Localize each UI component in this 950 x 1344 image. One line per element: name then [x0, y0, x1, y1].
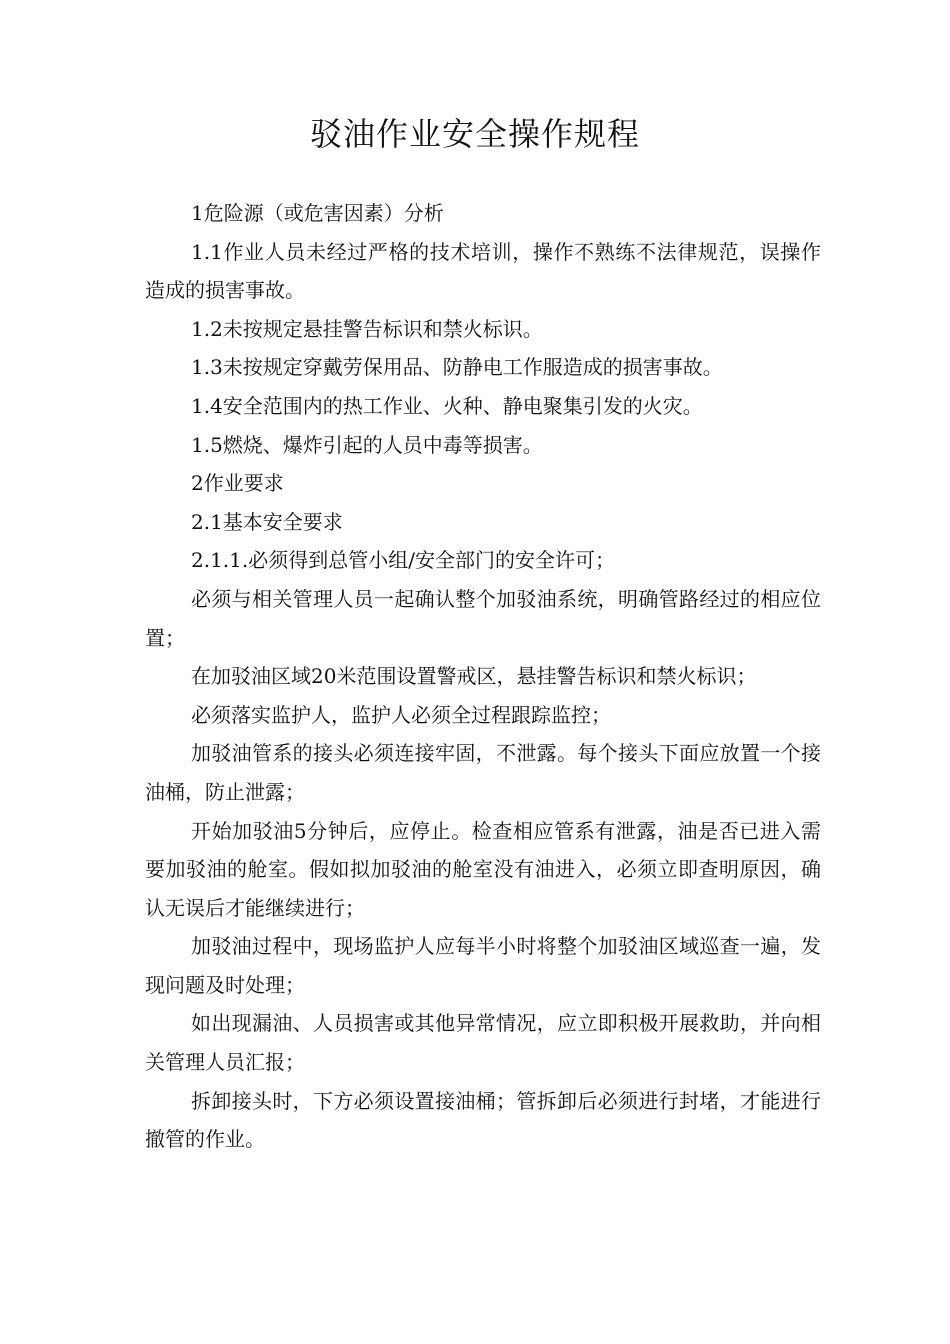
paragraph-supervisor: 必须落实监护人，监护人必须全过程跟踪监控；	[191, 702, 611, 727]
section-heading-2: 2作业要求	[191, 471, 284, 496]
section-heading-1: 1危险源（或危害因素）分析	[191, 201, 444, 225]
paragraph-1-2: 1.2未按规定悬挂警告标识和禁火标识。	[191, 316, 543, 341]
paragraph-initial-check: 开始加驳油5分钟后，应停止。检查相应管系有泄露，油是否已进入需要加驳油的舱室。假如拟加驳油的舱室没有油进入，必须立即查明原因，确认无误后才能继续进行；	[145, 818, 821, 920]
paragraph-2-1-1: 2.1.1.必须得到总管小组/安全部门的安全许可；	[191, 548, 615, 573]
paragraph-1-3: 1.3未按规定穿戴劳保用品、防静电工作服造成的损害事故。	[191, 355, 723, 380]
paragraph-1-5: 1.5燃烧、爆炸引起的人员中毒等损害。	[191, 432, 543, 457]
paragraph-1-4: 1.4安全范围内的热工作业、火种、静电聚集引发的火灾。	[191, 393, 703, 418]
paragraph-emergency: 如出现漏油、人员损害或其他异常情况，应立即积极开展救助，并向相关管理人员汇报；	[145, 1011, 821, 1075]
paragraph-warning-zone: 在加驳油区域20米范围设置警戒区，悬挂警告标识和禁火标识；	[191, 664, 757, 689]
paragraph-1-1: 1.1作业人员未经过严格的技术培训，操作不熟练不法律规范，误操作造成的损害事故。	[145, 239, 821, 303]
paragraph-joints: 加驳油管系的接头必须连接牢固，不泄露。每个接头下面应放置一个接油桶，防止泄露；	[145, 741, 821, 804]
paragraph-dismantle: 拆卸接头时，下方必须设置接油桶；管拆卸后必须进行封堵，才能进行撤管的作业。	[145, 1088, 821, 1152]
document-title: 驳油作业安全操作规程	[309, 115, 640, 153]
document-body	[145, 194, 821, 1159]
paragraph-patrol: 加驳油过程中，现场监护人应每半小时将整个加驳油区域巡查一遍，发现问题及时处理；	[145, 934, 821, 997]
subsection-heading-2-1: 2.1基本安全要求	[191, 509, 343, 534]
paragraph-confirm-system: 必须与相关管理人员一起确认整个加驳油系统，明确管路经过的相应位置；	[145, 586, 821, 650]
